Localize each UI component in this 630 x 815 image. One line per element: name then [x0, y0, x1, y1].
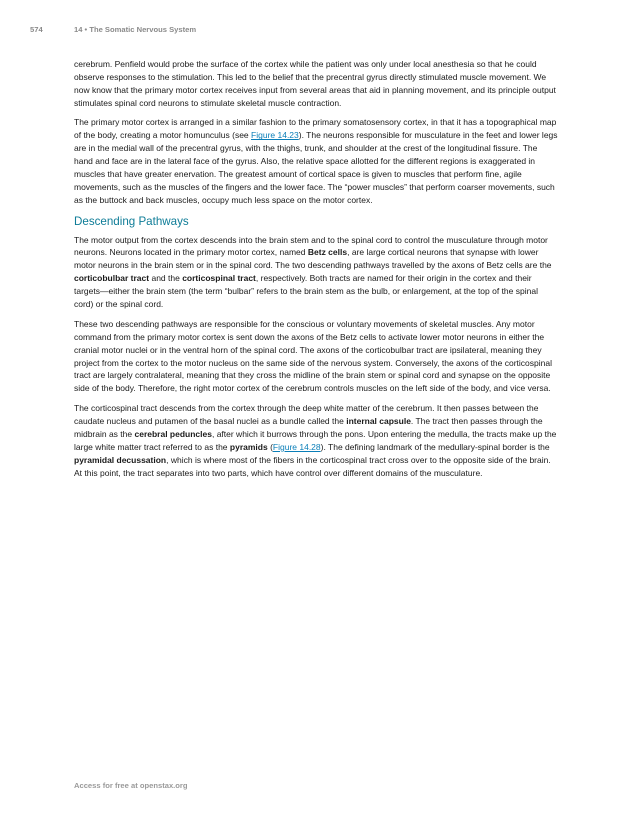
term-cerebral-peduncles: cerebral peduncles — [134, 428, 212, 439]
paragraph-text: ( — [267, 441, 273, 452]
paragraph-text: cerebrum. Penfield would probe the surface of the cortex while the patient was only under local anesthesia so that he could observe responses to the stimulation. This led to the belief that the precentral gyrus directly stimulated muscle movement. We now know that the primary motor cortex receives input from several areas that aid in planning movement, and its principle output stimulates spinal cord neurons to stimulate skeletal muscle contraction. — [74, 59, 556, 108]
paragraph-text: The corticospinal tract descends from the cortex through the deep white matter of the cerebrum. It then passes between the caudate nucleus and putamen of the basal nuclei as a bundle called the — [74, 403, 539, 426]
paragraph-motor-homunculus — [74, 116, 558, 206]
term-betz-cells: Betz cells — [307, 247, 348, 258]
paragraph-text: . The tract then passes through the midbrain as the — [74, 415, 543, 439]
term-pyramidal-decussation: pyramidal decussation — [74, 454, 167, 465]
paragraph-text: , are large cortical neurons that synapse with lower motor neurons in the brain stem or in the spinal cord. The two descending pathways travelled by the axons of Betz cells are the — [74, 247, 552, 271]
paragraph-corticospinal-descent — [74, 402, 558, 479]
paragraph-voluntary-movements — [74, 318, 558, 395]
page-header — [30, 25, 600, 34]
paragraph-penfield — [74, 58, 558, 110]
paragraph-text: and the — [149, 273, 183, 284]
paragraph-text: , respectively. Both tracts are named for their origin in the cortex and their targets—either the brain stem (the term “bulbar” refers to the brain stem as the bulb, or enlargement, at the top of the spinal cord) or the spinal cord. — [74, 273, 538, 310]
figure-14-28-link[interactable]: Figure 14.28 — [272, 441, 321, 452]
paragraph-text: The primary motor cortex is arranged in a similar fashion to the primary somatosensory cortex, in that it has a topographical map of the body, creating a motor homunculus (see — [74, 117, 557, 141]
paragraph-text: ). The neurons responsible for musculature in the feet and lower legs are in the medial wall of the precentral gyrus, with the thighs, trunk, and shoulder at the crest of the longitudinal fissure. The hand and face are in the lateral face of the gyrus. Also, the relative space allotted for the different regions is exaggerated in muscles that have greater enervation. The greatest amount of cortical space is given to muscles that perform fine, agile movements, such as the muscles of the fingers and the lower face. The “power muscles” that perform coarser movements, such as the buttock and back muscles, occupy much less space on the motor cortex. — [74, 130, 558, 205]
paragraph-text: The motor output from the cortex descends into the brain stem and to the spinal cord to control the musculature through motor neurons. Neurons located in the primary motor cortex, named — [74, 234, 548, 258]
figure-14-23-link[interactable]: Figure 14.23 — [251, 130, 299, 141]
paragraph-text: , which is where most of the fibers in the corticospinal tract cross over to the opposite side of the brain. At this point, the tract separates into two parts, which have control over different domains of the musculature. — [74, 454, 551, 478]
chapter-title: 14 • The Somatic Nervous System — [74, 25, 197, 34]
section-heading-descending-pathways: Descending Pathways — [74, 214, 189, 228]
term-internal-capsule: internal capsule — [346, 415, 411, 426]
paragraph-text: ). The defining landmark of the medullary-spinal border is the — [320, 441, 550, 452]
page-number: 574 — [30, 25, 43, 34]
term-pyramids: pyramids — [229, 441, 268, 452]
paragraph-text: These two descending pathways are responsible for the conscious or voluntary movements of skeletal muscles. Any motor command from the primary motor cortex is sent down the axons of the Betz cells to activate lower motor neurons in either the cranial motor nuclei or in the ventral horn of the spinal cord. The axons of the corticobulbar tract are ipsilateral, meaning they project from the cortex to the motor nucleus on the same side of the nervous system. Conversely, the axons of the corticospinal tract are largely contralateral, meaning that they cross the midline of the brain stem or spinal cord and synapse on the opposite side of the body. Therefore, the right motor cortex of the cerebrum controls muscles on the left side of the body, and vice versa. — [74, 318, 552, 394]
page-footer — [74, 781, 188, 790]
term-corticospinal-tract: corticospinal tract — [182, 273, 256, 284]
paragraph-text: , after which it burrows through the pons. Upon entering the medulla, the tracts make up the large white matter tract referred to as the — [74, 428, 557, 452]
term-corticobulbar-tract: corticobulbar tract — [74, 273, 150, 284]
footer-access-text[interactable]: Access for free at openstax.org — [74, 781, 188, 790]
paragraph-motor-output — [74, 234, 558, 311]
page-content — [74, 58, 558, 486]
